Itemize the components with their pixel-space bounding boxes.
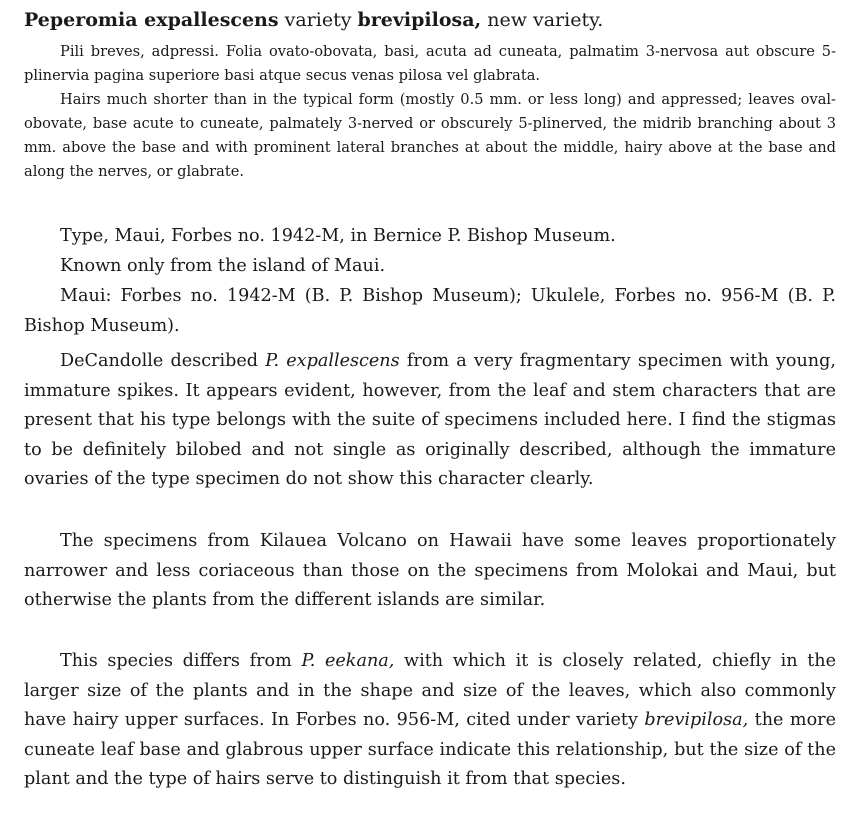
taxon-name: Peperomia expallescens (24, 9, 279, 31)
taxon-rank: variety (278, 9, 358, 31)
specimens-cited: Maui: Forbes no. 1942-M (B. P. Bishop Museum); Ukulele, Forbes no. 956-M (B. P. Bishop Museum). (24, 286, 836, 336)
english-description: Hairs much shorter than in the typical form (mostly 0.5 mm. or less long) and appressed; leaves oval-obovate, base acute to cuneate, palmately 3-nerved or obscurely 5-plinerved, the midrib branching about 3 mm. above the base and with prominent lateral branches at about the middle, hairy above at the base and along the nerves, or glabrate. (24, 91, 836, 180)
distribution-statement: Known only from the island of Maui. (60, 256, 386, 276)
type-statement: Type, Maui, Forbes no. 1942-M, in Bernice P. Bishop Museum. (60, 226, 616, 246)
variety-name: brevipilosa, (357, 9, 482, 31)
taxon-reference: P. expallescens (265, 351, 400, 371)
variety-reference: brevipilosa, (644, 710, 749, 731)
latin-description: Pili breves, adpressi. Folia ovato-obovata, basi, acuta ad cuneata, palmatim 3-nervosa aut obscure 5-plinervia pagina superiore basi atque secus venas pilosa vel glabrata. (24, 43, 836, 84)
taxon-reference: P. eekana, (301, 651, 395, 671)
taxon-status: new variety. (481, 9, 604, 31)
discussion-paragraph-2: The specimens from Kilauea Volcano on Hawaii have some leaves proportionately narrower and less coriaceous than those on the specimens from Molokai and Maui, but otherwise the plants from the different islands are similar. (24, 531, 836, 611)
discussion-paragraph-3: This species differs from P. eekana, with which it is closely related, chiefly in the larger size of the plants and in the shape and size of the leaves, which also commonly have hairy upper surfaces. In Forbes no. 956-M, cited under variety brevipilosa, the more cuneate leaf base and glabrous upper surface indicate this relationship, but the size of the plant and the type of hairs serve to distinguish it from that species. (24, 651, 837, 790)
taxon-heading (24, 8, 844, 32)
discussion-paragraph-1: DeCandolle described P. expallescens from a very fragmentary specimen with young, immature spikes. It appears evident, however, from the leaf and stem characters that are present that his type belongs with the suite of specimens included here. I find the stigmas to be definitely bilobed and not single as originally described, although the immature ovaries of the type specimen do not show this character clearly. (24, 351, 836, 490)
